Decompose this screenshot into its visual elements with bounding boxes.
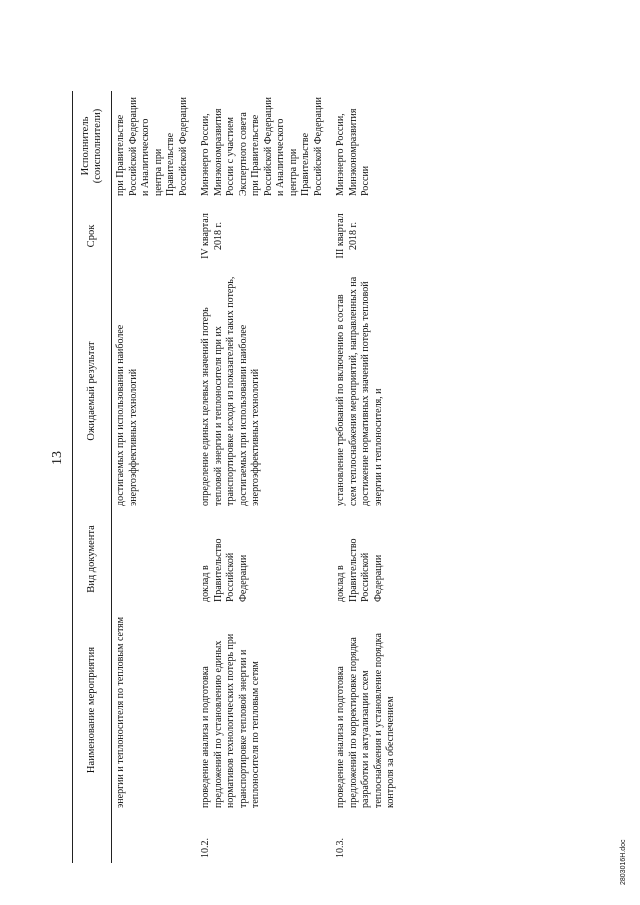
row-measure-name: энергии и теплоносителя по тепловым сетям [115, 616, 126, 808]
row-document-type [112, 511, 197, 607]
row-executor: при Правительстве Российской Федерации и Аналитического центра при Правительстве Российской Федерации [115, 96, 189, 196]
row-number: 10.2. [200, 838, 211, 858]
row-executor: Минэнерго России, Минэкономразвития России [335, 108, 371, 196]
row-expected-result: определение единых целевых значений потерь тепловой энергии и теплоносителя при их транспортировке исходя из показателей таких потерь, достигаемых при использовании наиболее энергоэффективных технологий [200, 276, 261, 506]
measures-table [72, 91, 404, 863]
row-executor: Минэнерго России, Минэкономразвития России с участием Экспертного совета при Правительстве Российской Федерации и Аналитического центра при Правительстве Российской Федерации [200, 96, 324, 196]
row-measure-name: проведение анализа и подготовка предложений по установлению единых нормативов технологических потерь при транспортировке тепловой энергии и теплоносителя по тепловым сетям [200, 633, 261, 808]
header-document-type: Вид документа [73, 511, 112, 607]
row-term [112, 201, 197, 271]
row-term: III квартал 2018 г. [335, 213, 359, 259]
row-number: 10.3. [335, 838, 346, 858]
page-number: 13 [50, 451, 65, 465]
table-row [112, 91, 197, 863]
table-header-row [73, 91, 112, 863]
header-number [73, 813, 112, 863]
header-expected-result: Ожидаемый результат [73, 271, 112, 511]
header-term: Срок [73, 201, 112, 271]
row-document-type: доклад в Правительство Российской Федерации [335, 538, 384, 602]
row-expected-result: установление требований по включению в состав схем теплоснабжения мероприятий, направленных на достижение нормативных значений потерь тепловой энергии и теплоносителя, и [335, 276, 384, 506]
row-term: IV квартал 2018 г. [200, 213, 224, 259]
header-measure-name: Наименование мероприятия [73, 607, 112, 813]
row-measure-name: проведение анализа и подготовка предложений по корректировке порядка разработки и актуализации схем теплоснабжения и установление порядка контроля за обеспечением [335, 633, 396, 808]
row-number [112, 813, 197, 863]
table-row [196, 91, 331, 863]
row-document-type: доклад в Правительство Российской Федерации [200, 538, 249, 602]
footer-file-name: 2803016Н.doc [620, 839, 627, 885]
table-row [331, 91, 404, 863]
row-expected-result: достигаемых при использовании наиболее энергоэффективных технологий [115, 324, 139, 506]
header-executor: Исполнитель (соисполнители) [73, 91, 112, 201]
